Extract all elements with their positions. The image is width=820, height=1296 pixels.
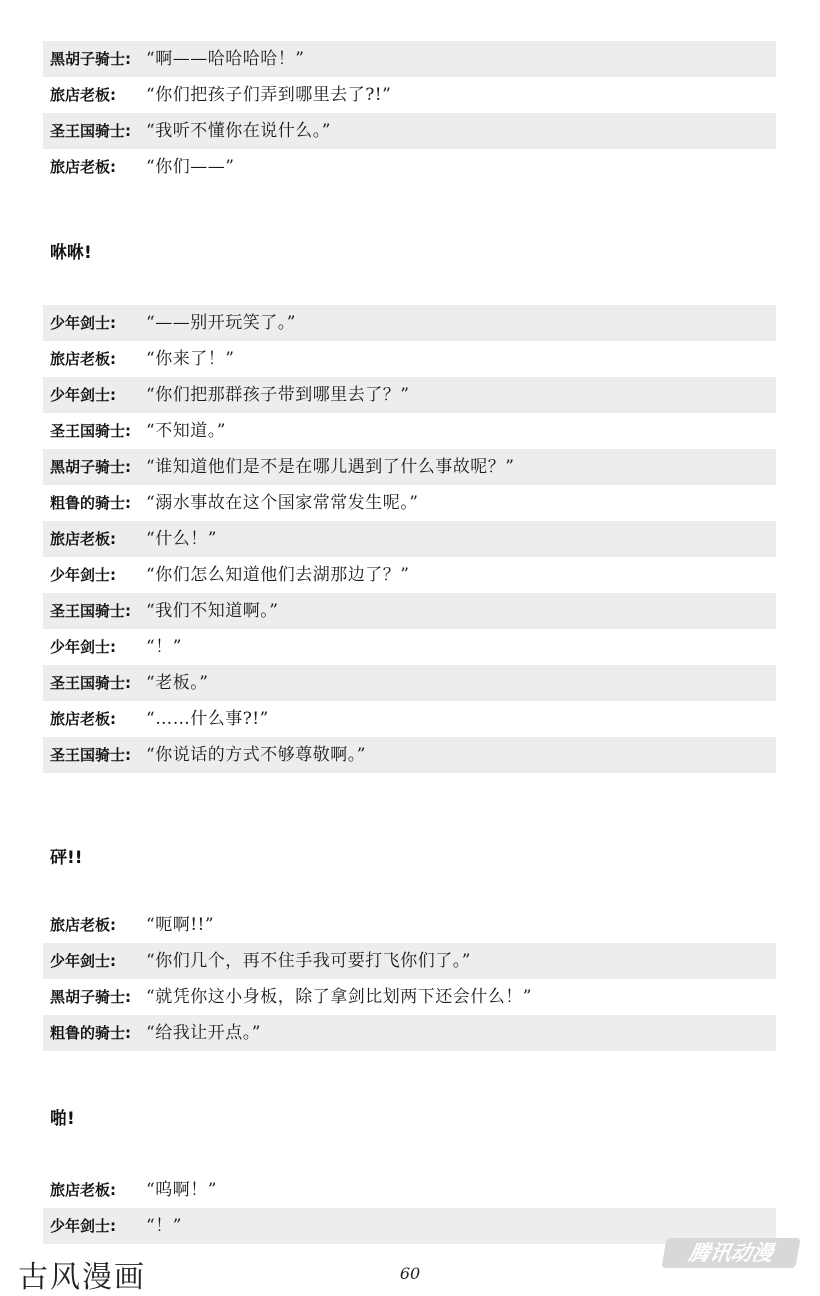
dialogue-text: “！” (146, 637, 182, 657)
speaker-name: 少年剑士: (50, 638, 116, 656)
dialogue-row (43, 485, 776, 521)
dialogue-row (43, 943, 776, 979)
dialogue-row (43, 521, 776, 557)
dialogue-row (43, 665, 776, 701)
speaker-name: 少年剑士: (50, 952, 116, 970)
dialogue-row (43, 1172, 776, 1208)
dialogue-row (43, 557, 776, 593)
speaker-name: 少年剑士: (50, 566, 116, 584)
dialogue-text: “不知道。” (146, 421, 226, 441)
dialogue-text: “我听不懂你在说什么。” (146, 121, 331, 141)
dialogue-row (43, 341, 776, 377)
dialogue-text: “……什么事?!” (146, 709, 269, 729)
speaker-name: 黑胡子骑士: (50, 988, 131, 1006)
speaker-name: 粗鲁的骑士: (50, 1024, 131, 1042)
speaker-name: 少年剑士: (50, 1217, 116, 1235)
dialogue-row (43, 149, 776, 185)
sound-effect: 啪! (50, 1109, 75, 1129)
dialogue-text: “呜啊！” (146, 1180, 217, 1200)
dialogue-row (43, 629, 776, 665)
speaker-name: 旅店老板: (50, 710, 116, 728)
speaker-name: 旅店老板: (50, 86, 116, 104)
dialogue-row (43, 737, 776, 773)
speaker-name: 旅店老板: (50, 530, 116, 548)
dialogue-text: “给我让开点。” (146, 1023, 261, 1043)
dialogue-text: “我们不知道啊。” (146, 601, 279, 621)
speaker-name: 圣王国骑士: (50, 746, 131, 764)
dialogue-text: “你们几个，再不住手我可要打飞你们了。” (146, 951, 471, 971)
dialogue-row (43, 77, 776, 113)
speaker-name: 旅店老板: (50, 916, 116, 934)
speaker-name: 旅店老板: (50, 1181, 116, 1199)
site-watermark-left: 古风漫画 (18, 1260, 146, 1295)
dialogue-row (43, 979, 776, 1015)
dialogue-row (43, 1208, 776, 1244)
dialogue-row (43, 113, 776, 149)
dialogue-text: “溺水事故在这个国家常常发生呢。” (146, 493, 419, 513)
dialogue-text: “你们怎么知道他们去湖那边了？” (146, 565, 410, 585)
site-watermark-right: 腾讯动漫 (661, 1238, 800, 1268)
dialogue-text: “你们——” (146, 157, 235, 177)
dialogue-text: “你们把那群孩子带到哪里去了？” (146, 385, 410, 405)
dialogue-text: “！” (146, 1216, 182, 1236)
dialogue-text: “啊——哈哈哈哈！” (146, 49, 305, 69)
speaker-name: 圣王国骑士: (50, 674, 131, 692)
dialogue-text: “老板。” (146, 673, 209, 693)
dialogue-block-4 (43, 1172, 776, 1244)
dialogue-text: “什么！” (146, 529, 217, 549)
dialogue-text: “你说话的方式不够尊敬啊。” (146, 745, 366, 765)
dialogue-block-2 (43, 305, 776, 773)
dialogue-row (43, 701, 776, 737)
dialogue-text: “你来了！” (146, 349, 235, 369)
speaker-name: 少年剑士: (50, 386, 116, 404)
speaker-name: 圣王国骑士: (50, 602, 131, 620)
speaker-name: 旅店老板: (50, 350, 116, 368)
page-number: 60 (399, 1264, 421, 1283)
sound-effect: 咻咻! (50, 243, 92, 263)
dialogue-row (43, 449, 776, 485)
speaker-name: 粗鲁的骑士: (50, 494, 131, 512)
dialogue-row (43, 305, 776, 341)
dialogue-block-3 (43, 907, 776, 1051)
speaker-name: 旅店老板: (50, 158, 116, 176)
dialogue-row (43, 377, 776, 413)
dialogue-row (43, 593, 776, 629)
speaker-name: 少年剑士: (50, 314, 116, 332)
dialogue-text: “呃啊!!” (146, 915, 215, 935)
speaker-name: 黑胡子骑士: (50, 50, 131, 68)
dialogue-row (43, 41, 776, 77)
sound-effect: 砰!! (50, 848, 83, 868)
speaker-name: 黑胡子骑士: (50, 458, 131, 476)
dialogue-row (43, 907, 776, 943)
speaker-name: 圣王国骑士: (50, 122, 131, 140)
dialogue-row (43, 1015, 776, 1051)
dialogue-text: “谁知道他们是不是在哪儿遇到了什么事故呢？” (146, 457, 515, 477)
dialogue-text: “你们把孩子们弄到哪里去了?!” (146, 85, 392, 105)
speaker-name: 圣王国骑士: (50, 422, 131, 440)
dialogue-row (43, 413, 776, 449)
dialogue-text: “——别开玩笑了。” (146, 313, 296, 333)
dialogue-text: “就凭你这小身板，除了拿剑比划两下还会什么！” (146, 987, 532, 1007)
dialogue-block-1 (43, 41, 776, 185)
